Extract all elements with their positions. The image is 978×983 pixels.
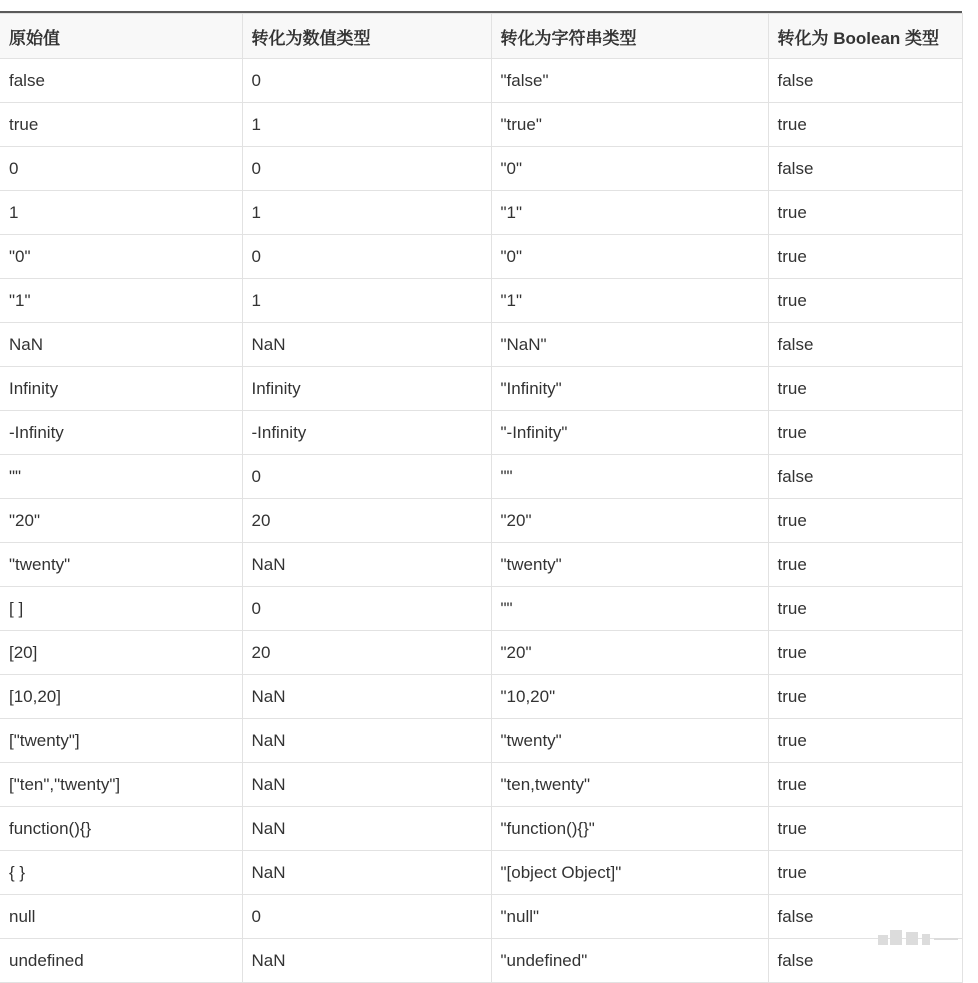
cell-to-boolean: false [768,323,962,367]
cell-to-string: "20" [491,631,768,675]
cell-original-value: [10,20] [0,675,242,719]
cell-to-number: 1 [242,279,491,323]
table-row [0,499,962,543]
cell-to-boolean: false [768,455,962,499]
cell-to-number: NaN [242,851,491,895]
cell-to-boolean: true [768,279,962,323]
cell-to-string: "0" [491,147,768,191]
table-row [0,851,962,895]
table-header-row [0,14,962,59]
header-to-string: 转化为字符串类型 [491,14,768,59]
cell-original-value: "0" [0,235,242,279]
cell-original-value: ["ten","twenty"] [0,763,242,807]
cell-to-boolean: true [768,763,962,807]
cell-to-number: 0 [242,59,491,103]
cell-original-value: "1" [0,279,242,323]
cell-to-number: -Infinity [242,411,491,455]
cell-to-string: "twenty" [491,543,768,587]
cell-to-number: 0 [242,895,491,939]
cell-original-value: ["twenty"] [0,719,242,763]
cell-to-string: "0" [491,235,768,279]
cell-to-number: 0 [242,147,491,191]
cell-original-value: "twenty" [0,543,242,587]
cell-to-string: "" [491,587,768,631]
table-row [0,191,962,235]
table-row [0,147,962,191]
cell-to-number: NaN [242,939,491,983]
cell-to-string: "1" [491,191,768,235]
cell-to-string: "1" [491,279,768,323]
cell-to-boolean: false [768,59,962,103]
cell-to-number: 20 [242,499,491,543]
cell-to-string: "" [491,455,768,499]
table-body [0,59,962,983]
cell-original-value: Infinity [0,367,242,411]
cell-to-string: "false" [491,59,768,103]
cell-original-value: true [0,103,242,147]
table-row [0,59,962,103]
cell-to-string: "Infinity" [491,367,768,411]
table-row [0,411,962,455]
table-row [0,235,962,279]
cell-original-value: false [0,59,242,103]
cell-to-number: Infinity [242,367,491,411]
cell-to-boolean: true [768,807,962,851]
cell-to-number: 0 [242,587,491,631]
cell-to-number: NaN [242,323,491,367]
conversion-table-container [0,13,962,983]
cell-original-value: { } [0,851,242,895]
cell-to-number: 0 [242,235,491,279]
cell-to-string: "true" [491,103,768,147]
header-to-number: 转化为数值类型 [242,14,491,59]
cell-to-string: "undefined" [491,939,768,983]
cell-to-boolean: true [768,587,962,631]
cell-to-boolean: true [768,103,962,147]
cell-to-string: "NaN" [491,323,768,367]
header-to-boolean: 转化为 Boolean 类型 [768,14,962,59]
table-row [0,587,962,631]
cell-to-string: "twenty" [491,719,768,763]
watermark-logo [878,930,968,960]
cell-to-string: "ten,twenty" [491,763,768,807]
table-row [0,807,962,851]
cell-original-value: [20] [0,631,242,675]
cell-to-number: 0 [242,455,491,499]
table-row [0,675,962,719]
cell-original-value: 0 [0,147,242,191]
cell-to-number: NaN [242,763,491,807]
table-row [0,719,962,763]
table-row [0,323,962,367]
cell-to-string: "10,20" [491,675,768,719]
cell-to-boolean: true [768,631,962,675]
cell-to-number: 20 [242,631,491,675]
cell-original-value: "20" [0,499,242,543]
cell-original-value: undefined [0,939,242,983]
cell-original-value: -Infinity [0,411,242,455]
cell-original-value: null [0,895,242,939]
cell-to-boolean: true [768,719,962,763]
cell-to-boolean: true [768,851,962,895]
cell-to-string: "null" [491,895,768,939]
cell-to-boolean: true [768,543,962,587]
table-row [0,631,962,675]
header-original-value: 原始值 [0,14,242,59]
cell-original-value: function(){} [0,807,242,851]
cell-to-number: NaN [242,807,491,851]
cell-original-value: NaN [0,323,242,367]
table-row [0,279,962,323]
cell-to-number: NaN [242,543,491,587]
table-row [0,543,962,587]
cell-to-number: NaN [242,675,491,719]
cell-to-number: 1 [242,103,491,147]
cell-to-boolean: false [768,939,962,983]
table-row [0,763,962,807]
type-conversion-table [0,13,963,983]
table-row [0,367,962,411]
cell-to-boolean: true [768,411,962,455]
cell-to-boolean: true [768,191,962,235]
table-row [0,103,962,147]
cell-to-boolean: true [768,675,962,719]
cell-original-value: 1 [0,191,242,235]
cell-original-value: [ ] [0,587,242,631]
table-row [0,455,962,499]
cell-original-value: "" [0,455,242,499]
cell-to-boolean: true [768,367,962,411]
cell-to-string: "function(){}" [491,807,768,851]
cell-to-number: NaN [242,719,491,763]
cell-to-string: "[object Object]" [491,851,768,895]
cell-to-boolean: true [768,499,962,543]
cell-to-boolean: false [768,895,962,939]
cell-to-boolean: true [768,235,962,279]
table-row [0,895,962,939]
cell-to-boolean: false [768,147,962,191]
cell-to-string: "-Infinity" [491,411,768,455]
cell-to-number: 1 [242,191,491,235]
cell-to-string: "20" [491,499,768,543]
